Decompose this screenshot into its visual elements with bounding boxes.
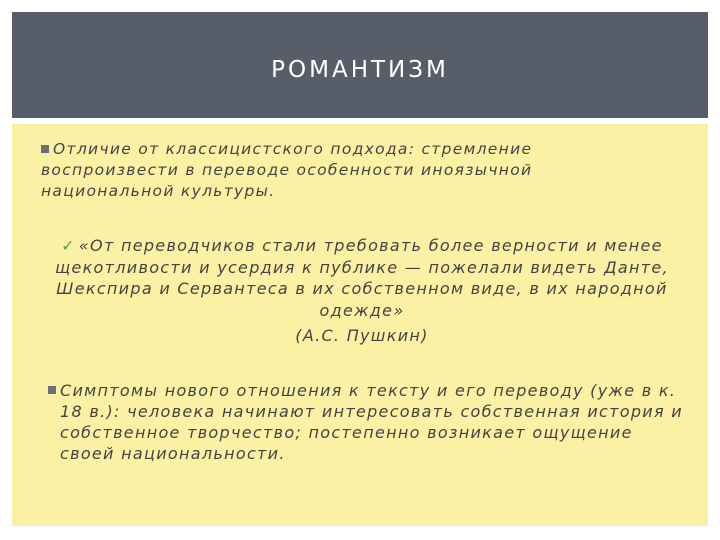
bullet-text: Отличие от классицистского подхода: стремление воспроизвести в переводе особенности иноязычной национальной культуры. (41, 140, 533, 200)
bullet-text: Симптомы нового отношения к тексту и его переводу (уже в к. 18 в.): человека начинают интересовать собственная история и собственное творчество; постепенно возникает ощущение своей национальности. (60, 381, 684, 463)
bullet-item-classicism (41, 139, 601, 202)
square-bullet-icon (41, 145, 49, 153)
quote-text: «От переводчиков стали требовать более верности и менее щекотливости и усердия к публике — пожелали видеть Данте, Шекспира и Сервантеса в их собственном виде, в их народной одежде» (55, 236, 669, 320)
pushkin-quote (46, 235, 678, 347)
checkmark-icon: ✓ (61, 236, 76, 255)
square-bullet-icon (48, 386, 56, 394)
quote-body (46, 235, 678, 321)
slide-title: РОМАНТИЗМ (271, 57, 449, 83)
bullet-item-symptoms (48, 380, 688, 464)
quote-attribution: (А.С. Пушкин) (295, 326, 429, 345)
